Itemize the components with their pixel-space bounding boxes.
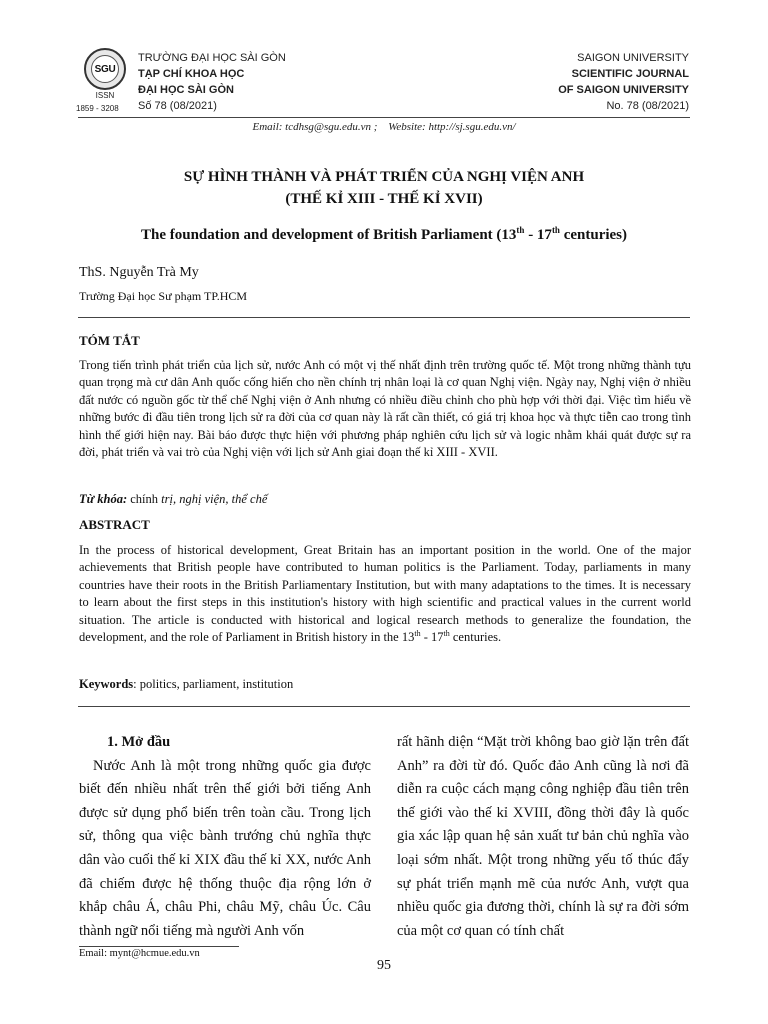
masthead-left bbox=[138, 50, 286, 114]
section-divider-bottom bbox=[78, 706, 690, 707]
issn-number: 1859 - 3208 bbox=[76, 104, 119, 113]
abstract-heading: ABSTRACT bbox=[79, 517, 150, 532]
title-line-2: (THẾ KỈ XIII - THẾ KỈ XVII) bbox=[285, 191, 483, 207]
journal-website[interactable]: Website: http://sj.sgu.edu.vn/ bbox=[388, 121, 516, 133]
university-name-vi: TRƯỜNG ĐẠI HỌC SÀI GÒN bbox=[138, 52, 286, 64]
journal-name-en-2: OF SAIGON UNIVERSITY bbox=[558, 84, 689, 96]
author-affiliation: Trường Đại học Sư phạm TP.HCM bbox=[79, 289, 248, 303]
author-email[interactable]: Email: mynt@hcmue.edu.vn bbox=[79, 948, 200, 959]
body-column-right bbox=[397, 731, 689, 943]
contact-line bbox=[0, 121, 768, 133]
journal-name-vi-1: TẠP CHÍ KHOA HỌC bbox=[138, 68, 245, 80]
section-heading: 1. Mở đầu bbox=[107, 734, 171, 750]
article-title-vi bbox=[0, 166, 768, 210]
masthead-divider bbox=[78, 117, 690, 118]
journal-logo bbox=[80, 48, 130, 101]
body-paragraph-left: Nước Anh là một trong những quốc gia được biết đến nhiều nhất trên thế giới bởi tiếng Anh được sử dụng phổ biến trên toàn cầu. Trong lịch sử, thông qua việc bành trướng chủ nghĩa thực dân vào cuối thế kỉ XIX đầu thế kỉ XX, nước Anh đã chiếm được hệ thống thuộc địa rộng lớn ở khắp châu Á, châu Phi, châu Mỹ, châu Úc. Câu thành ngữ nổi tiếng mà người Anh vốn bbox=[79, 757, 371, 939]
body-paragraph-right: rất hãnh diện “Mặt trời không bao giờ lặn trên đất Anh” ra đời từ đó. Quốc đảo Anh cũng là nơi đã diễn ra cuộc cách mạng công nghiệp đầu tiên trên thế giới vào thế kỉ XVIII, đồng thời đây là quốc gia xác lập quan hệ sản xuất tư bản chủ nghĩa vào loại sớm nhất. Một trong những yếu tố thúc đẩy sự phát triển mạnh mẽ của nước Anh, vượt qua nhiều quốc gia đương thời, chính là sự ra đời sớm của một cơ quan có tính chất bbox=[397, 734, 689, 939]
summary-text: Trong tiến trình phát triển của lịch sử, nước Anh có một vị thế nhất định trên trường quốc tế. Một trong những thành tựu quan trọng mà cư dân Anh quốc cống hiến cho nền chính trị nhân loại là cơ quan Nghị viện. Ngày nay, Nghị viện ở nhiều đất nước có nguồn gốc từ thể chế Nghị viện ở Anh nhưng có nhiều điều chỉnh cho phù hợp với thời đại. Việc tìm hiểu về những bước đi đầu tiên trong lịch sử ra đời của cơ quan này là rất cần thiết, có giá trị khoa học và thực tiễn cao trong tình hình thế giới hiện nay. Bài báo được thực hiện với phương pháp nghiên cứu lịch sử và logic nhằm khái quát được sự ra đời, phát triển và vai trò của Nghị viện với lịch sử Anh giai đoạn thế kỉ XIII - XVII. bbox=[79, 358, 691, 460]
page-number: 95 bbox=[377, 958, 391, 973]
title-line-1: SỰ HÌNH THÀNH VÀ PHÁT TRIỂN CỦA NGHỊ VIỆN ANH bbox=[183, 169, 585, 185]
issn-label: ISSN bbox=[95, 91, 115, 100]
issue-number-en: No. 78 (08/2021) bbox=[606, 100, 689, 112]
summary-keywords: Từ khóa: chính trị, nghị viện, thể chế bbox=[79, 492, 268, 506]
summary-heading: TÓM TẮT bbox=[79, 333, 140, 348]
author-name: ThS. Nguyễn Trà My bbox=[79, 265, 199, 280]
masthead-right bbox=[558, 50, 689, 114]
abstract-keywords: Keywords: politics, parliament, institution bbox=[79, 677, 294, 691]
journal-email[interactable]: Email: tcdhsg@sgu.edu.vn ; bbox=[252, 121, 378, 133]
university-name-en: SAIGON UNIVERSITY bbox=[577, 52, 689, 64]
body-column-left bbox=[79, 731, 371, 943]
issue-number-vi: Số 78 (08/2021) bbox=[138, 100, 217, 112]
footnote-divider bbox=[79, 946, 239, 947]
logo-text: SGU bbox=[91, 55, 119, 83]
section-divider-top bbox=[78, 317, 690, 318]
journal-name-en-1: SCIENTIFIC JOURNAL bbox=[571, 68, 689, 80]
abstract-text: In the process of historical development, Great Britain has an important position in the world. One of the major achievements that British people have contributed to human politics is the Parliament. Today, parliaments in many countries have their roots in the British Parliamentary Institution, but with many adaptations to the times. It is necessary to learn about the first steps in this institution's history with high scientific and practical values in the current world situation. The article is conducted with historical and logical research methods to generalize the foundation, the development, and the role of Parliament in British history in the 13th - 17th centuries. bbox=[79, 543, 691, 645]
article-title-en: The foundation and development of British Parliament (13th - 17th centuries) bbox=[140, 225, 628, 243]
sgu-seal-icon bbox=[84, 48, 126, 90]
journal-name-vi-2: ĐẠI HỌC SÀI GÒN bbox=[138, 84, 234, 96]
